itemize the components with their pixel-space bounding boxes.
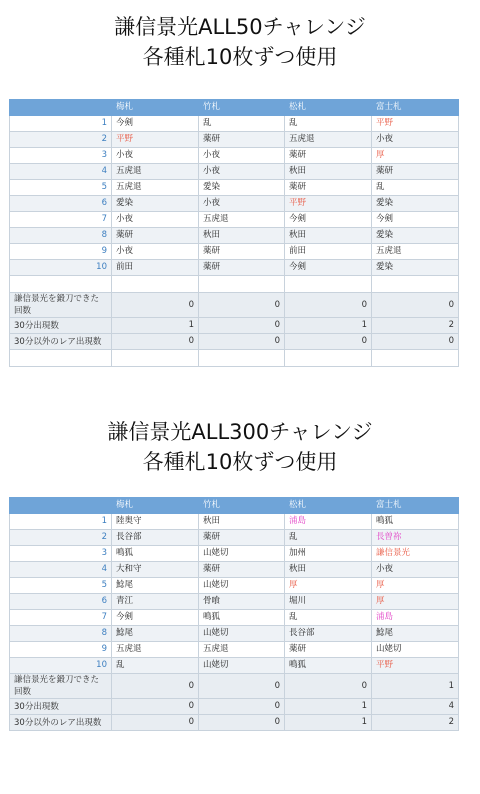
table-cell: 小夜	[112, 212, 199, 228]
table-cell: 五虎退	[285, 132, 372, 148]
header-row	[10, 498, 459, 514]
table-cell: 山姥切	[199, 578, 285, 594]
table-cell: 浦島	[285, 514, 372, 530]
table-cell: 小夜	[372, 132, 459, 148]
row-number: 2	[10, 530, 112, 546]
summary-value: 0	[112, 699, 199, 715]
table-cell: 前田	[285, 244, 372, 260]
table-cell: 前田	[112, 260, 199, 276]
table-cell: 長谷部	[285, 626, 372, 642]
table-cell: 厚	[372, 594, 459, 610]
table-cell: 乱	[199, 116, 285, 132]
section1-title	[0, 12, 480, 72]
column-header: 竹札	[199, 498, 285, 514]
summary-value: 0	[199, 674, 285, 699]
table-cell: 鳴狐	[199, 610, 285, 626]
table-row	[10, 164, 459, 180]
column-header	[10, 498, 112, 514]
table-cell: 謙信景光	[372, 546, 459, 562]
row-number: 9	[10, 244, 112, 260]
table-cell: 長谷部	[112, 530, 199, 546]
table-row	[10, 244, 459, 260]
empty-cell	[372, 276, 459, 293]
table-cell: 平野	[372, 116, 459, 132]
table-cell: 陸奥守	[112, 514, 199, 530]
row-number: 6	[10, 196, 112, 212]
row-number: 1	[10, 514, 112, 530]
table-cell: 薬研	[199, 244, 285, 260]
table-row	[10, 228, 459, 244]
table-cell: 小夜	[112, 148, 199, 164]
table-cell: 薬研	[199, 562, 285, 578]
table-cell: 今剣	[112, 116, 199, 132]
row-number: 4	[10, 164, 112, 180]
summary-label: 謙信景光を鍛刀できた回数	[10, 293, 112, 318]
summary-value: 0	[199, 334, 285, 350]
table-cell: 乱	[372, 180, 459, 196]
summary-row	[10, 318, 459, 334]
column-header: 富士札	[372, 498, 459, 514]
empty-cell	[112, 276, 199, 293]
section1-title-line2: 各種札10枚ずつ使用	[142, 45, 338, 69]
summary-label: 謙信景光を鍛刀できた回数	[10, 674, 112, 699]
table-row	[10, 196, 459, 212]
table-cell: 鯰尾	[112, 626, 199, 642]
table-row	[10, 116, 459, 132]
summary-label: 30分出現数	[10, 318, 112, 334]
summary-value: 0	[112, 715, 199, 731]
table-cell: 五虎退	[199, 642, 285, 658]
table-cell: 薬研	[199, 132, 285, 148]
row-number: 5	[10, 180, 112, 196]
table-cell: 浦島	[372, 610, 459, 626]
table-cell: 厚	[372, 578, 459, 594]
table-cell: 乱	[112, 658, 199, 674]
section2-title	[0, 417, 480, 477]
table-cell: 平野	[285, 196, 372, 212]
summary-value: 0	[199, 699, 285, 715]
table-row	[10, 180, 459, 196]
summary-value: 0	[285, 334, 372, 350]
table-row	[10, 578, 459, 594]
table-row	[10, 594, 459, 610]
summary-value: 1	[285, 318, 372, 334]
summary-value: 0	[199, 318, 285, 334]
table-cell: 平野	[112, 132, 199, 148]
table-row	[10, 514, 459, 530]
table-cell: 今剣	[285, 260, 372, 276]
section2-title-line1: 謙信景光ALL300チャレンジ	[107, 420, 373, 444]
column-header	[10, 100, 112, 116]
table-cell: 今剣	[112, 610, 199, 626]
table-cell: 乱	[285, 116, 372, 132]
table-cell: 薬研	[285, 148, 372, 164]
summary-value: 1	[372, 674, 459, 699]
row-number: 10	[10, 260, 112, 276]
summary-value: 0	[372, 293, 459, 318]
summary-row	[10, 674, 459, 699]
table-cell: 大和守	[112, 562, 199, 578]
table-row	[10, 148, 459, 164]
summary-value: 4	[372, 699, 459, 715]
table-cell: 鳴狐	[285, 658, 372, 674]
summary-value: 2	[372, 715, 459, 731]
table-cell: 厚	[285, 578, 372, 594]
table-cell: 秋田	[285, 228, 372, 244]
empty-cell	[199, 276, 285, 293]
table-cell: 乱	[285, 530, 372, 546]
table-cell: 山姥切	[199, 546, 285, 562]
table-row	[10, 132, 459, 148]
row-number: 5	[10, 578, 112, 594]
table-cell: 山姥切	[199, 626, 285, 642]
summary-row	[10, 699, 459, 715]
table-row	[10, 562, 459, 578]
table-cell: 山姥切	[372, 642, 459, 658]
table-cell: 秋田	[199, 228, 285, 244]
column-header: 梅札	[112, 498, 199, 514]
row-number: 8	[10, 228, 112, 244]
table-cell: 小夜	[199, 164, 285, 180]
summary-label: 30分以外のレア出現数	[10, 715, 112, 731]
table-cell: 愛染	[372, 260, 459, 276]
table-cell: 薬研	[285, 642, 372, 658]
header-row	[10, 100, 459, 116]
table-row	[10, 212, 459, 228]
table-cell: 堀川	[285, 594, 372, 610]
table-row	[10, 626, 459, 642]
table-cell: 小夜	[112, 244, 199, 260]
blank-row	[10, 350, 459, 367]
table-cell: 鯰尾	[372, 626, 459, 642]
column-header: 梅札	[112, 100, 199, 116]
table-row	[10, 610, 459, 626]
empty-cell	[372, 350, 459, 367]
summary-value: 2	[372, 318, 459, 334]
table-cell: 五虎退	[112, 180, 199, 196]
table-row	[10, 658, 459, 674]
summary-value: 0	[112, 293, 199, 318]
table-cell: 乱	[285, 610, 372, 626]
section1-title-line1: 謙信景光ALL50チャレンジ	[114, 15, 366, 39]
empty-cell	[112, 350, 199, 367]
summary-value: 0	[112, 334, 199, 350]
table-cell: 五虎退	[199, 212, 285, 228]
table-cell: 山姥切	[199, 658, 285, 674]
empty-cell	[285, 276, 372, 293]
summary-value: 0	[199, 715, 285, 731]
summary-value: 1	[285, 699, 372, 715]
section1-table	[9, 99, 459, 367]
row-number: 8	[10, 626, 112, 642]
table-cell: 鳴狐	[112, 546, 199, 562]
table-cell: 薬研	[199, 530, 285, 546]
table-cell: 今剣	[285, 212, 372, 228]
table-cell: 鳴狐	[372, 514, 459, 530]
row-number: 3	[10, 148, 112, 164]
summary-label: 30分出現数	[10, 699, 112, 715]
row-number: 2	[10, 132, 112, 148]
table-cell: 秋田	[285, 562, 372, 578]
summary-value: 0	[199, 293, 285, 318]
row-number: 6	[10, 594, 112, 610]
table-cell: 骨喰	[199, 594, 285, 610]
row-number: 7	[10, 212, 112, 228]
table-cell: 愛染	[372, 196, 459, 212]
summary-value: 0	[372, 334, 459, 350]
table-cell: 五虎退	[112, 642, 199, 658]
table-cell: 長曽祢	[372, 530, 459, 546]
table-cell: 小夜	[372, 562, 459, 578]
table-cell: 愛染	[372, 228, 459, 244]
table-cell: 秋田	[199, 514, 285, 530]
column-header: 竹札	[199, 100, 285, 116]
table-cell: 五虎退	[372, 244, 459, 260]
table-row	[10, 546, 459, 562]
summary-value: 1	[285, 715, 372, 731]
table-cell: 薬研	[372, 164, 459, 180]
row-number: 7	[10, 610, 112, 626]
table-cell: 小夜	[199, 196, 285, 212]
table-cell: 薬研	[112, 228, 199, 244]
row-number: 1	[10, 116, 112, 132]
section2-title-line2: 各種札10枚ずつ使用	[142, 450, 338, 474]
summary-value: 0	[112, 674, 199, 699]
table-row	[10, 260, 459, 276]
column-header: 松札	[285, 100, 372, 116]
empty-cell	[10, 350, 112, 367]
summary-value: 0	[285, 293, 372, 318]
blank-row	[10, 276, 459, 293]
table-cell: 青江	[112, 594, 199, 610]
column-header: 富士札	[372, 100, 459, 116]
table-cell: 厚	[372, 148, 459, 164]
empty-cell	[199, 350, 285, 367]
table-cell: 薬研	[285, 180, 372, 196]
row-number: 10	[10, 658, 112, 674]
table-row	[10, 530, 459, 546]
table-cell: 小夜	[199, 148, 285, 164]
empty-cell	[285, 350, 372, 367]
empty-cell	[10, 276, 112, 293]
table-cell: 平野	[372, 658, 459, 674]
table-cell: 愛染	[199, 180, 285, 196]
table-row	[10, 642, 459, 658]
table-cell: 秋田	[285, 164, 372, 180]
row-number: 4	[10, 562, 112, 578]
row-number: 9	[10, 642, 112, 658]
table-cell: 鯰尾	[112, 578, 199, 594]
summary-row	[10, 334, 459, 350]
summary-row	[10, 715, 459, 731]
table-cell: 五虎退	[112, 164, 199, 180]
summary-row	[10, 293, 459, 318]
summary-value: 1	[112, 318, 199, 334]
summary-label: 30分以外のレア出現数	[10, 334, 112, 350]
column-header: 松札	[285, 498, 372, 514]
section2-table	[9, 497, 459, 731]
row-number: 3	[10, 546, 112, 562]
table-cell: 今剣	[372, 212, 459, 228]
summary-value: 0	[285, 674, 372, 699]
table-cell: 薬研	[199, 260, 285, 276]
table-cell: 愛染	[112, 196, 199, 212]
table-cell: 加州	[285, 546, 372, 562]
